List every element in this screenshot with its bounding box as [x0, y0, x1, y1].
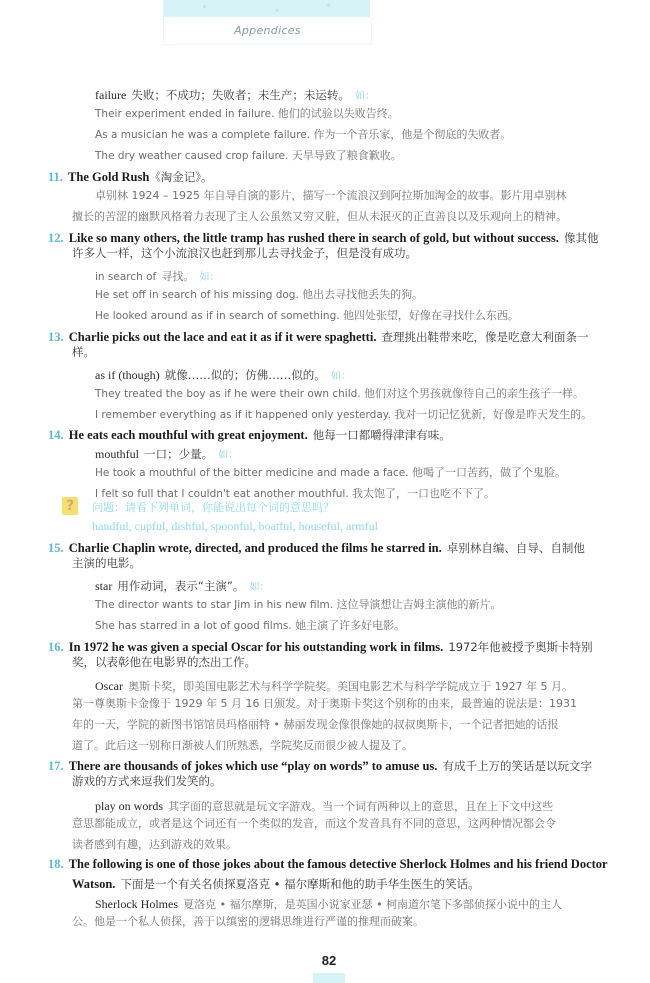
note-paragraph: 年的一天，学院的新图书馆馆员玛格丽特 • 赫丽发现金像很像她的叔叔奥斯卡，一个记者把她的话报	[72, 718, 559, 731]
item-translation-cont: 样。	[72, 345, 95, 359]
definition: 用作动词，表示“主演”。	[117, 579, 245, 593]
item-translation-cont: 主演的电影。	[72, 556, 141, 570]
example-marker: 如：	[218, 450, 239, 461]
example-sentence: They treated the boy as if he were their own child. 他们对这个男孩就像待自己的亲生孩子一样。	[95, 387, 584, 400]
note-item-18	[48, 855, 608, 871]
example-sentence: He took a mouthful of the bitter medicine and made a face. 他喝了一口苦药，做了个鬼脸。	[95, 466, 566, 479]
item-number: 15.	[48, 541, 64, 555]
example-marker: 如：	[330, 371, 351, 382]
item-translation-cont: 奖，以表彰他在电影界的杰出工作。	[72, 655, 256, 669]
item-number: 16.	[48, 640, 64, 654]
item-sentence-cont: Watson. 下面是一个有关名侦探夏洛克 • 福尔摩斯和他的助手华生医生的笑话。	[72, 877, 480, 891]
term-entry	[95, 366, 351, 382]
header-section-box	[163, 17, 372, 45]
note-paragraph: play on words 其字面的意思就是玩文字游戏。当一个词有两种以上的意思，且在上下文中这些	[95, 799, 554, 813]
definition: 一口；少量。	[144, 447, 214, 461]
note-paragraph: 擅长的苦涩的幽默风格着力表现了主人公虽然又穷又脏，但从未泯灭的正直善良以及乐观向上的精神。	[72, 210, 567, 223]
example-sentence: As a musician he was a complete failure. 作为一个音乐家，他是个彻底的失败者。	[95, 128, 512, 141]
example-sentence: Their experiment ended in failure. 他们的试验以失败告终。	[95, 107, 399, 120]
term: Sherlock Holmes	[95, 897, 178, 911]
term-entry	[95, 577, 269, 593]
item-sentence: The Gold Rush	[68, 170, 150, 184]
note-paragraph: Sherlock Holmes 夏洛克 • 福尔摩斯，是英国小说家亚瑟 • 柯南道尔笔下多部侦探小说中的主人	[95, 897, 563, 911]
note-item-16	[48, 638, 593, 654]
note-item-12	[48, 229, 598, 245]
term: star	[95, 579, 113, 593]
item-number: 17.	[48, 759, 64, 773]
example-sentence: I felt so full that I couldn't eat another mouthful. 我太饱了，一口也吃不下了。	[95, 487, 496, 500]
question-word-list: handful, cupful, dishful, spoonful, boatful, houseful, armful	[92, 519, 378, 533]
item-translation: 有成千上万的笑话是以玩文字	[442, 759, 592, 773]
item-translation: 查理挑出鞋带来吃，像是吃意大利面条一	[381, 330, 589, 344]
item-sentence: He eats each mouthful with great enjoyment.	[68, 428, 308, 442]
note-paragraph: 意思都能成立，或者是这个词还有一个类似的发音，而这个发音具有不同的意思，这两种情况都会令	[72, 817, 556, 830]
item-number: 13.	[48, 330, 64, 344]
item-translation-cont: 游戏的方式来逗我们发笑的。	[72, 774, 222, 788]
note-item-14	[48, 426, 451, 442]
example-marker: 如：	[199, 272, 220, 283]
item-translation-cont: 许多人一样，这个小流浪汉也赶到那儿去寻找金子，但是没有成功。	[72, 246, 417, 260]
item-translation: 他每一口都嚼得津津有味。	[312, 428, 451, 442]
item-number: 14.	[48, 428, 64, 442]
item-translation: 卓别林自编、自导、自制他	[446, 541, 585, 555]
term: as if (though)	[95, 368, 160, 382]
term: play on words	[95, 799, 163, 813]
definition: 寻找。	[161, 270, 195, 283]
term-entry	[95, 267, 219, 283]
item-sentence: The following is one of those jokes about the famous detective Sherlock Holmes and his friend Doctor	[68, 857, 608, 871]
item-translation: 像其他	[563, 231, 599, 245]
note-paragraph: Oscar 奥斯卡奖，即美国电影艺术与科学学院奖。美国电影艺术与科学学院成立于 1927 年 5 月。	[95, 679, 574, 693]
example-marker: 如：	[249, 582, 270, 593]
item-sentence: There are thousands of jokes which use “play on words” to amuse us.	[68, 759, 438, 773]
note-paragraph: 道了。此后这一别称日渐被人们所熟悉，学院奖反而很少被人提及了。	[72, 739, 413, 752]
term: in search of	[95, 271, 157, 283]
term: mouthful	[95, 447, 139, 461]
example-sentence: The director wants to star Jim in his new film. 这位导演想让吉姆主演他的新片。	[95, 598, 502, 611]
example-sentence: The dry weather caused crop failure. 天旱导致了粮食歉收。	[95, 149, 402, 162]
term-entry	[95, 445, 238, 461]
item-translation: 《淘金记》。	[149, 170, 213, 184]
section-title: Appendices	[234, 24, 301, 37]
item-sentence: Charlie Chaplin wrote, directed, and produced the films he starred in.	[68, 541, 442, 555]
term: Oscar	[95, 679, 123, 693]
example-sentence: He set off in search of his missing dog. 他出去寻找他丢失的狗。	[95, 288, 424, 301]
item-sentence: In 1972 he was given a special Oscar for his outstanding work in films.	[68, 640, 444, 654]
note-paragraph: 卓别林 1924 – 1925 年自导自演的影片，描写一个流浪汉到阿拉斯加淘金的故事。影片用卓别林	[95, 189, 567, 202]
example-sentence: I remember everything as if it happened only yesterday. 我对一切记忆犹新，好像是昨天发生的。	[95, 408, 593, 421]
item-translation: 1972年他被授予奥斯卡特别	[448, 640, 593, 654]
page-number-bar	[313, 973, 345, 983]
note-item-15	[48, 539, 585, 555]
example-sentence: He looked around as if in search of something. 他四处张望，好像在寻找什么东西。	[95, 309, 519, 322]
item-number: 12.	[48, 231, 64, 245]
example-marker: 如：	[355, 91, 375, 102]
definition: 失败；不成功；失败者；未生产；未运转。	[131, 88, 350, 102]
note-item-13	[48, 328, 589, 344]
example-sentence: She has starred in a lot of good films. 她主演了许多好电影。	[95, 619, 406, 632]
note-paragraph: 公。他是一个私人侦探，善于以缜密的逻辑思维进行严谨的推理而破案。	[72, 915, 424, 928]
note-item-17	[48, 757, 592, 773]
term-entry-failure	[95, 86, 375, 102]
item-sentence: Like so many others, the little tramp has rushed there in search of gold, but without success.	[68, 231, 559, 245]
page-number: 82	[321, 953, 337, 968]
item-number: 18.	[48, 857, 64, 871]
item-translation: 下面是一个有关名侦探夏洛克 • 福尔摩斯和他的助手华生医生的笑话。	[120, 877, 480, 891]
note-paragraph: 第一尊奥斯卡金像于 1929 年 5 月 16 日颁发。对于奥斯卡奖这个别称的由来，最普遍的说法是：1931	[72, 697, 577, 710]
definition: 就像……似的；仿佛……似的。	[164, 368, 326, 382]
header-banner	[163, 0, 370, 17]
item-sentence: Charlie picks out the lace and eat it as if it were spaghetti.	[68, 330, 377, 344]
question-prompt: 问题：请看下列单词，你能说出每个词的意思吗？	[92, 501, 334, 514]
term: failure	[95, 88, 127, 102]
note-paragraph: 读者感到有趣，达到游戏的效果。	[72, 838, 237, 851]
question-mark-icon: ?	[62, 497, 78, 515]
note-item-11	[48, 168, 213, 184]
item-number: 11.	[48, 170, 63, 184]
